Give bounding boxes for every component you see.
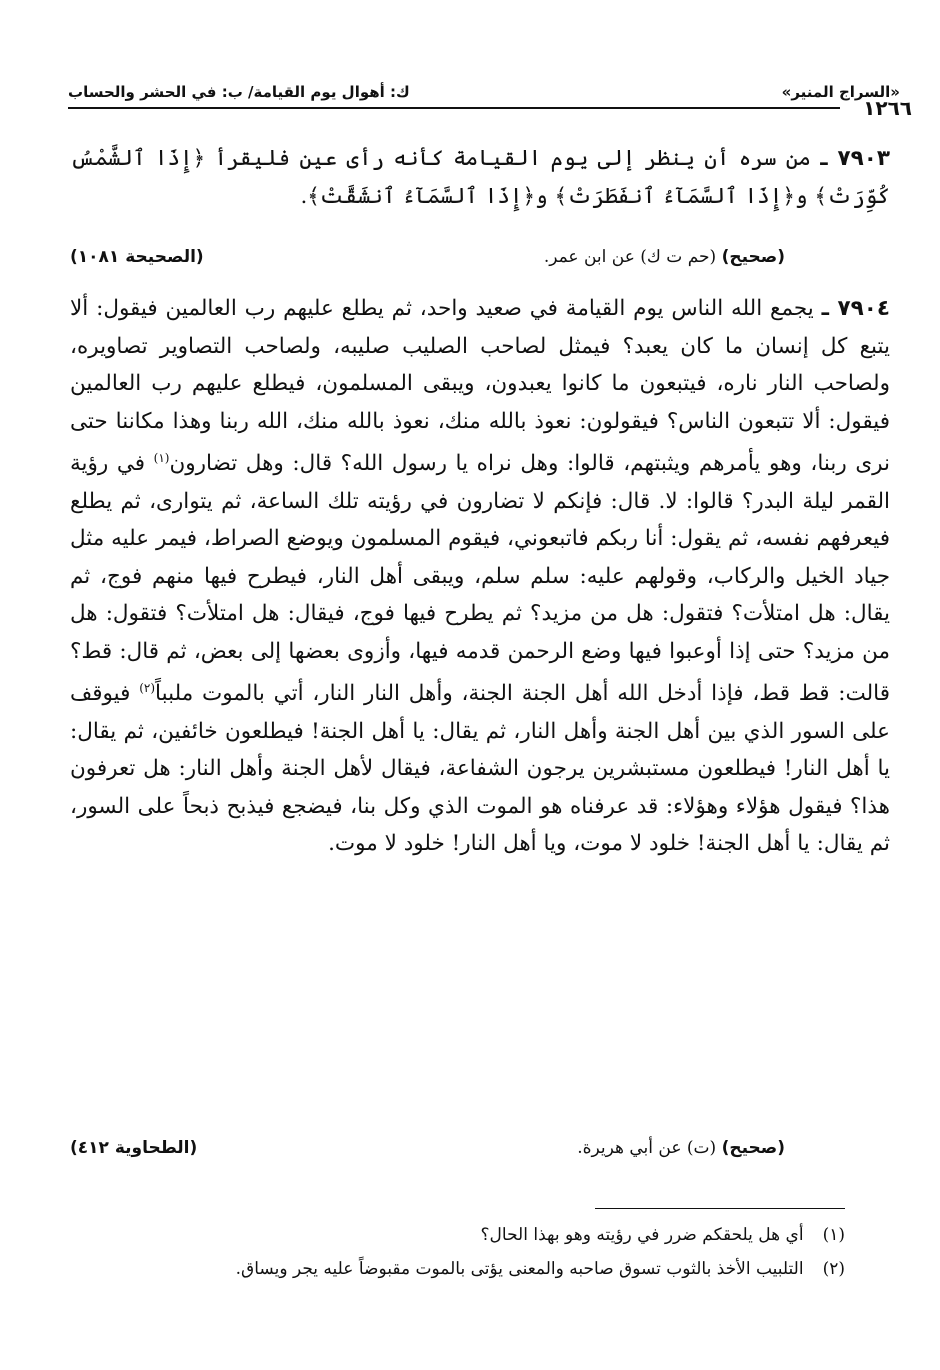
header-rule	[68, 107, 840, 109]
footnote-marker-2: (٢)	[139, 681, 156, 696]
footnote-number: (١)	[822, 1225, 845, 1245]
hadith-grade: (صحيح)	[721, 247, 785, 267]
footnotes	[70, 1218, 845, 1286]
hadith-text-part3: فيوقف على السور الذي بين أهل الجنة وأهل النار، ثم يقال: يا أهل الجنة! فيطلعون خائفين، ثم يقال: يا أهل النار! فيطلعون مستبشرين يرجون الشفاعة، فيقال لأهل الجنة وأهل النار: هل تعرفون هذا؟ فيقول هؤلاء وهؤلاء: قد عرفناه هو الموت الذي وكل بنا، فيضجع فيذبح ذبحاً على السور، ثم يقال: يا أهل الجنة! خلود لا موت، ويا أهل النار! خلود لا موت.	[70, 681, 890, 857]
chapter-title: ك: أهوال يوم القيامة/ ب: في الحشر والحساب	[68, 83, 410, 101]
footnote-marker-1: (١)	[153, 451, 170, 465]
hadith-7903-source	[70, 247, 785, 267]
footnote-item	[70, 1218, 845, 1252]
hadith-narrators: (ت) عن أبي هريرة.	[577, 1138, 717, 1158]
hadith-7903	[70, 140, 890, 215]
hadith-7904	[70, 290, 890, 863]
hadith-reference: (الطحاوية ٤١٢)	[70, 1138, 198, 1158]
hadith-reference: (الصحيحة ١٠٨١)	[70, 247, 204, 267]
hadith-text: من سره أن ينظر إلى يوم القيامة كأنه رأى عين فليقرأ ﴿إِذَا ٱلشَّمْسُ كُوِّرَتْ﴾ و﴿إِذَا ٱلسَّمَآءُ ٱنفَطَرَتْ﴾ و﴿إِذَا ٱلسَّمَآءُ ٱنشَقَّتْ﴾.	[70, 146, 890, 209]
hadith-number: ٧٩٠٤ ـ	[821, 296, 891, 321]
page-number: ١٢٦٦	[863, 96, 912, 120]
hadith-grade: (صحيح)	[721, 1138, 785, 1158]
footnote-item	[70, 1252, 845, 1286]
hadith-narrators: (حم ت ك) عن ابن عمر.	[543, 247, 717, 267]
footnote-text: التلبيب الأخذ بالثوب تسوق صاحبه والمعنى يؤتى بالموت مقبوضاً عليه يجر ويساق.	[235, 1259, 804, 1279]
hadith-number: ٧٩٠٣ ـ	[820, 146, 890, 171]
footnote-number: (٢)	[822, 1259, 845, 1279]
hadith-text-part2: في رؤية القمر ليلة البدر؟ قالوا: لا. قال: فإنكم لا تضارون في رؤيته تلك الساعة، ثم يتوارى، ثم يطلع فيعرفهم نفسه، ثم يقول: أنا ربكم فاتبعوني، فيقوم المسلمون ويوضع الصراط، فيمر عليه مثل جياد الخيل والركاب، وقولهم عليه: سلم سلم، ويبقى أهل النار، فيطرح فيها منهم فوج، ثم يقال: هل امتلأت؟ فتقول: هل من مزيد؟ ثم يطرح فيها فوج، فيقال: هل امتلأت؟ فتقول: هل من مزيد؟ حتى إذا أوعبوا فيها وضع الرحمن قدمه فيها، وأزوى بعضها إلى بعض، ثم قال: قط؟ قالت: قط قط، فإذا أدخل الله أهل الجنة الجنة، وأهل النار النار، أتي بالموت ملبباً	[70, 451, 890, 707]
book-title: «السراج المنير»	[781, 83, 900, 101]
running-header	[68, 80, 900, 104]
hadith-7904-source	[70, 1138, 785, 1158]
footnote-rule	[595, 1208, 845, 1209]
hadith-text-part1: يجمع الله الناس يوم القيامة في صعيد واحد، ثم يطلع عليهم رب العالمين فيقول: ألا يتبع كل إنسان ما كان يعبد؟ فيمثل لصاحب الصليب صليبه، ولصاحب التصاوير تصاويره، ولصاحب النار ناره، فيتبعون ما كانوا يعبدون، ويبقى المسلمون، فيطلع عليهم رب العالمين فيقول: ألا تتبعون الناس؟ فيقولون: نعوذ بالله منك، نعوذ بالله منك، الله ربنا وهذا مكاننا حتى نرى ربنا، وهو يأمرهم ويثبتهم، قالوا: وهل نراه يا رسول الله؟ قال: وهل تضارون	[70, 296, 890, 477]
footnote-text: أي هل يلحقكم ضرر في رؤيته وهو بهذا الحال؟	[480, 1225, 804, 1245]
